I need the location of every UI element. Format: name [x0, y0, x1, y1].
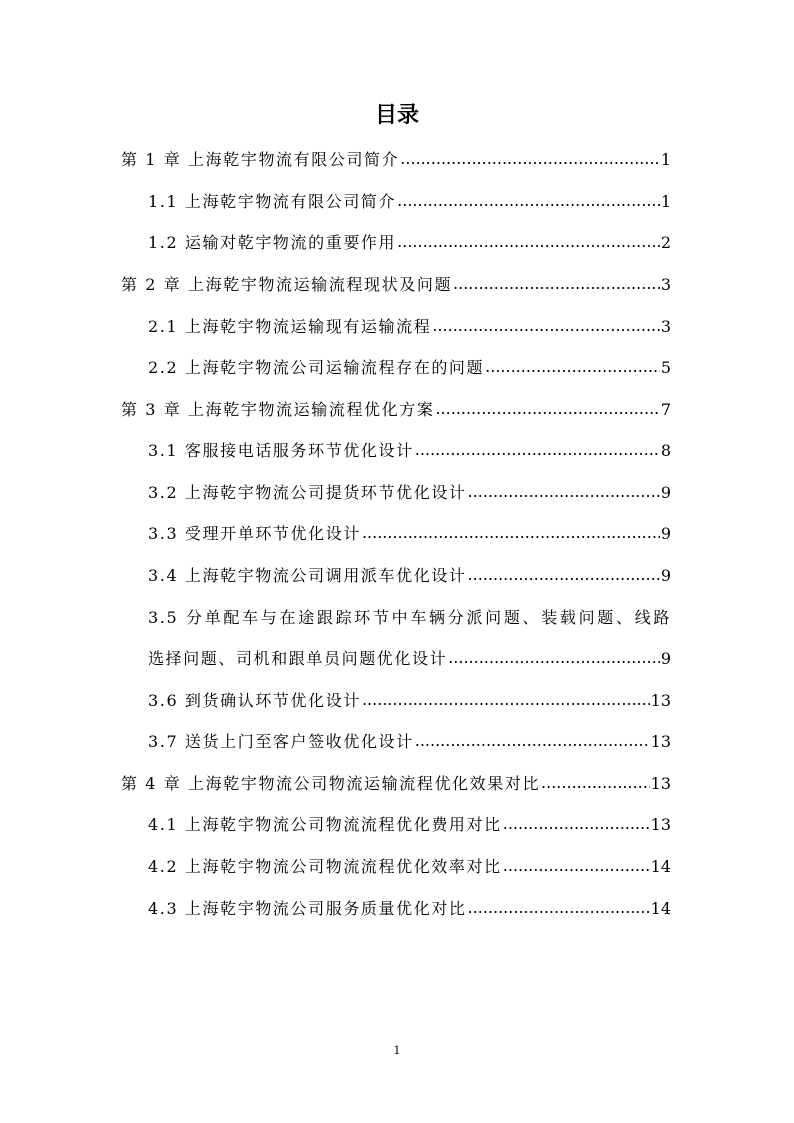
dot-leader: [541, 771, 650, 795]
toc-entry-page: 9: [660, 649, 671, 668]
toc-entry-3-2[interactable]: [148, 481, 671, 505]
toc-entry-3-6[interactable]: [148, 689, 671, 713]
toc-entry-chapter-2[interactable]: [121, 273, 671, 297]
toc-entry-page: 13: [650, 774, 671, 793]
toc-entry-page: 5: [660, 358, 671, 377]
toc-entry-4-1[interactable]: [148, 813, 671, 837]
toc-entry-page: 9: [660, 483, 671, 502]
dot-leader: [448, 646, 660, 670]
dot-leader: [362, 688, 650, 712]
toc-entry-3-7[interactable]: [148, 730, 671, 754]
toc-entry-3-4[interactable]: [148, 564, 671, 588]
dot-leader: [362, 521, 660, 545]
toc-entry-text: 3.6 到货确认环节优化设计: [148, 691, 361, 710]
toc-entry-text: 3.7 送货上门至客户签收优化设计: [148, 732, 414, 751]
toc-entry-text: 2.2 上海乾宇物流公司运输流程存在的问题: [148, 358, 485, 377]
dot-leader: [468, 563, 660, 587]
dot-leader: [397, 230, 660, 254]
toc-entry-text: 1.1 上海乾宇物流有限公司简介: [148, 192, 397, 211]
toc-entry-page: 1: [660, 150, 671, 169]
toc-entry-text: 第 4 章 上海乾宇物流公司物流运输流程优化效果对比: [121, 774, 541, 793]
toc-entry-text: 4.2 上海乾宇物流公司物流流程优化效率对比: [148, 857, 502, 876]
toc-entry-page: 3: [660, 275, 671, 294]
toc-entry-page: 13: [650, 691, 671, 710]
toc-entry-chapter-1[interactable]: [121, 148, 671, 172]
toc-entry-text: 3.4 上海乾宇物流公司调用派车优化设计: [148, 566, 467, 585]
toc-entry-page: 3: [660, 317, 671, 336]
dot-leader: [503, 812, 650, 836]
toc-entry-chapter-3[interactable]: [121, 398, 671, 422]
toc-entry-text: 4.1 上海乾宇物流公司物流流程优化费用对比: [148, 815, 502, 834]
toc-entry-1-2[interactable]: [148, 231, 671, 255]
toc-entry-text: 1.2 运输对乾宇物流的重要作用: [148, 233, 397, 252]
toc-entry-3-5-line-1[interactable]: 3.5 分单配车与在途跟踪环节中车辆分派问题、装载问题、线路: [148, 608, 671, 627]
toc-entry-text: 3.2 上海乾宇物流公司提货环节优化设计: [148, 483, 467, 502]
toc-entry-text: 选择问题、司机和跟单员问题优化设计: [148, 649, 448, 668]
toc-entry-page: 13: [650, 732, 671, 751]
dot-leader: [415, 729, 650, 753]
toc-entry-chapter-4[interactable]: [121, 772, 671, 796]
dot-leader: [397, 189, 660, 213]
toc-entry-1-1[interactable]: [148, 190, 671, 214]
toc-entry-4-2[interactable]: [148, 855, 671, 879]
dot-leader: [453, 272, 660, 296]
toc-entry-text: 第 3 章 上海乾宇物流运输流程优化方案: [121, 400, 435, 419]
toc-entry-page: 7: [660, 400, 671, 419]
toc-entry-text: 2.1 上海乾宇物流运输现有运输流程: [148, 317, 432, 336]
dot-leader: [503, 854, 650, 878]
dot-leader: [415, 438, 660, 462]
toc-entry-text: 第 1 章 上海乾宇物流有限公司简介: [121, 150, 400, 169]
toc-entry-3-3[interactable]: [148, 522, 671, 546]
toc-entry-page: 14: [650, 899, 671, 918]
toc-entry-page: 9: [660, 524, 671, 543]
dot-leader: [468, 896, 650, 920]
dot-leader: [432, 314, 659, 338]
toc-entry-page: 2: [660, 233, 671, 252]
toc-entry-text: 3.3 受理开单环节优化设计: [148, 524, 361, 543]
toc-entry-2-2[interactable]: [148, 356, 671, 380]
dot-leader: [435, 397, 659, 421]
toc-entry-text: 3.1 客服接电话服务环节优化设计: [148, 441, 414, 460]
toc-entry-page: 14: [650, 857, 671, 876]
toc-entry-4-3[interactable]: [148, 897, 671, 921]
dot-leader: [400, 147, 660, 171]
dot-leader: [485, 355, 660, 379]
toc-entry-3-1[interactable]: [148, 439, 671, 463]
page-title: 目录: [374, 103, 419, 128]
toc-entry-2-1[interactable]: [148, 315, 671, 339]
toc-entry-page: 1: [660, 192, 671, 211]
dot-leader: [468, 480, 660, 504]
toc-entry-text: 4.3 上海乾宇物流公司服务质量优化对比: [148, 899, 467, 918]
toc-entry-text: 第 2 章 上海乾宇物流运输流程现状及问题: [121, 275, 453, 294]
toc-entry-page: 9: [660, 566, 671, 585]
footer-page-number: 1: [393, 1044, 401, 1057]
toc-entry-page: 13: [650, 815, 671, 834]
toc-entry-3-5[interactable]: [148, 647, 671, 671]
toc-entry-page: 8: [660, 441, 671, 460]
